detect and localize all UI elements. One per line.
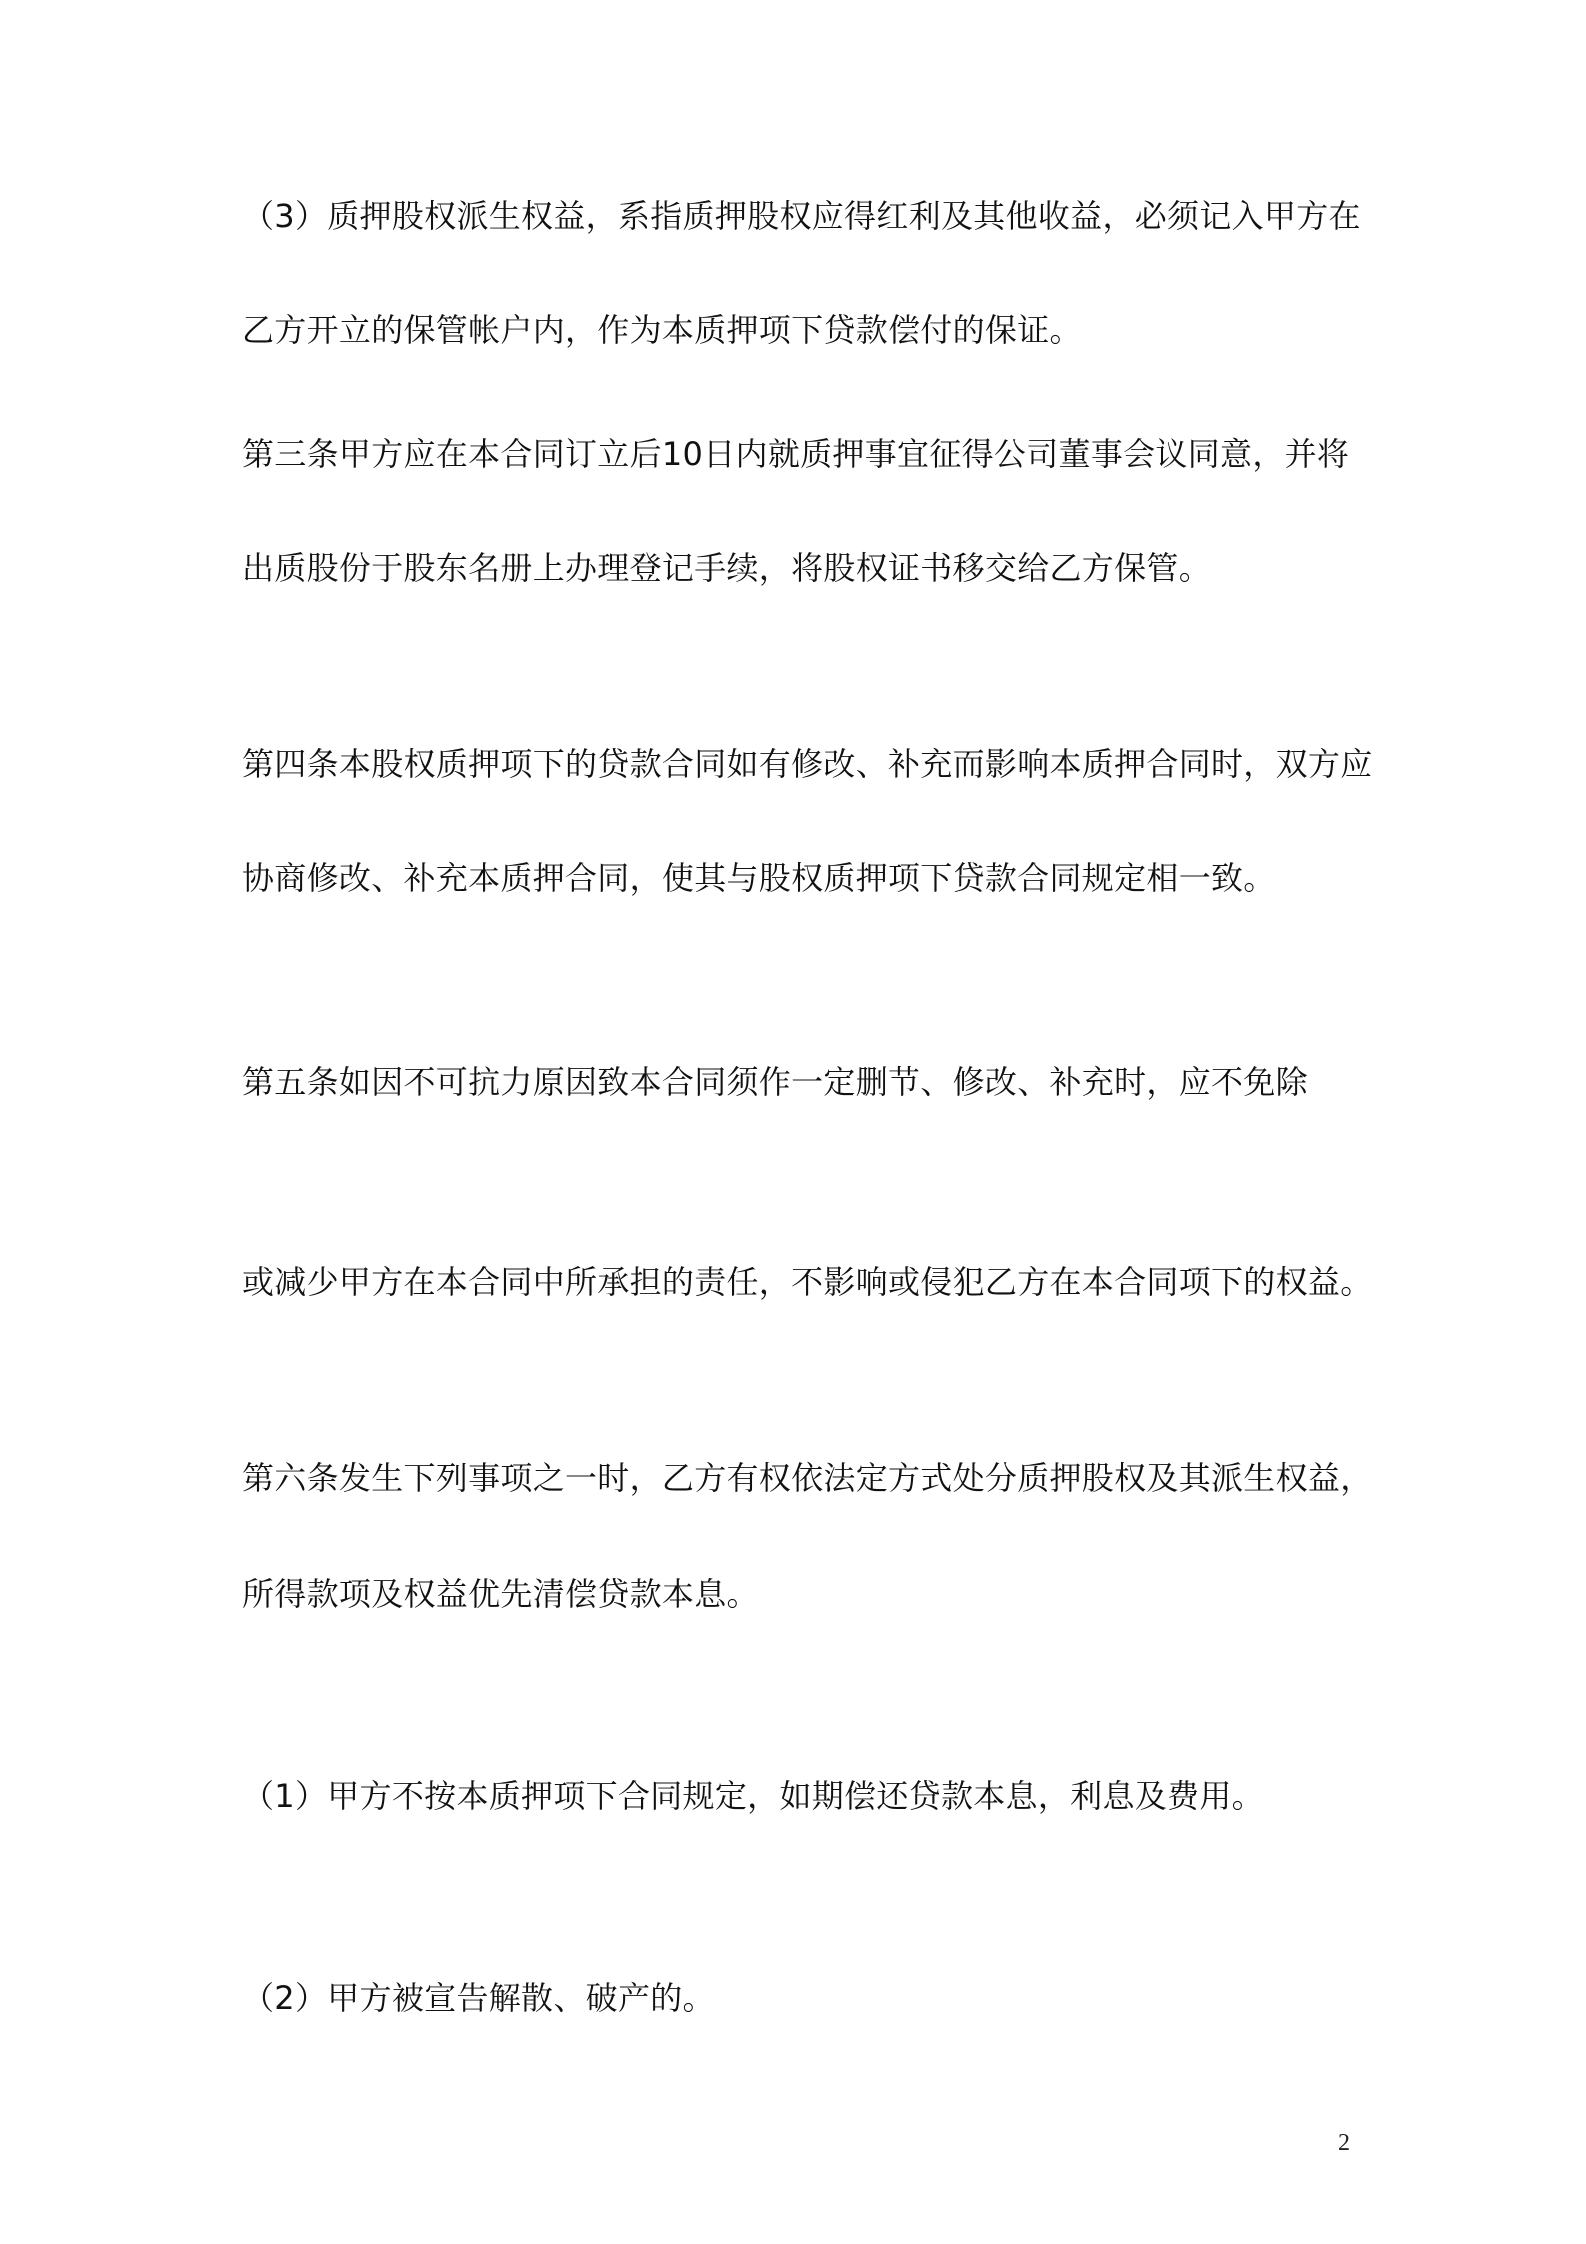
paragraph-line: 第三条甲方应在本合同订立后10日内就质押事宜征得公司董事会议同意，并将: [242, 435, 1350, 473]
paragraph-line: （3）质押股权派生权益，系指质押股权应得红利及其他收益，必须记入甲方在: [242, 197, 1361, 235]
page-number: 2: [1338, 2130, 1350, 2156]
paragraph-line: 或减少甲方在本合同中所承担的责任，不影响或侵犯乙方在本合同项下的权益。: [242, 1263, 1373, 1301]
paragraph-line: （1）甲方不按本质押项下合同规定，如期偿还贷款本息，利息及费用。: [242, 1777, 1264, 1815]
paragraph-line: （2）甲方被宣告解散、破产的。: [242, 1979, 715, 2017]
paragraph-line: 乙方开立的保管帐户内，作为本质押项下贷款偿付的保证。: [242, 311, 1082, 349]
paragraph-line: 出质股份于股东名册上办理登记手续，将股权证书移交给乙方保管。: [242, 549, 1212, 587]
paragraph-line: 第五条如因不可抗力原因致本合同须作一定删节、修改、补充时，应不免除: [242, 1063, 1308, 1101]
paragraph-line: 所得款项及权益优先清偿贷款本息。: [242, 1575, 759, 1613]
paragraph-line: 第六条发生下列事项之一时，乙方有权依法定方式处分质押股权及其派生权益，: [242, 1459, 1373, 1497]
paragraph-line: 第四条本股权质押项下的贷款合同如有修改、补充而影响本质押合同时，双方应: [242, 745, 1373, 783]
paragraph-line: 协商修改、补充本质押合同，使其与股权质押项下贷款合同规定相一致。: [242, 859, 1276, 897]
